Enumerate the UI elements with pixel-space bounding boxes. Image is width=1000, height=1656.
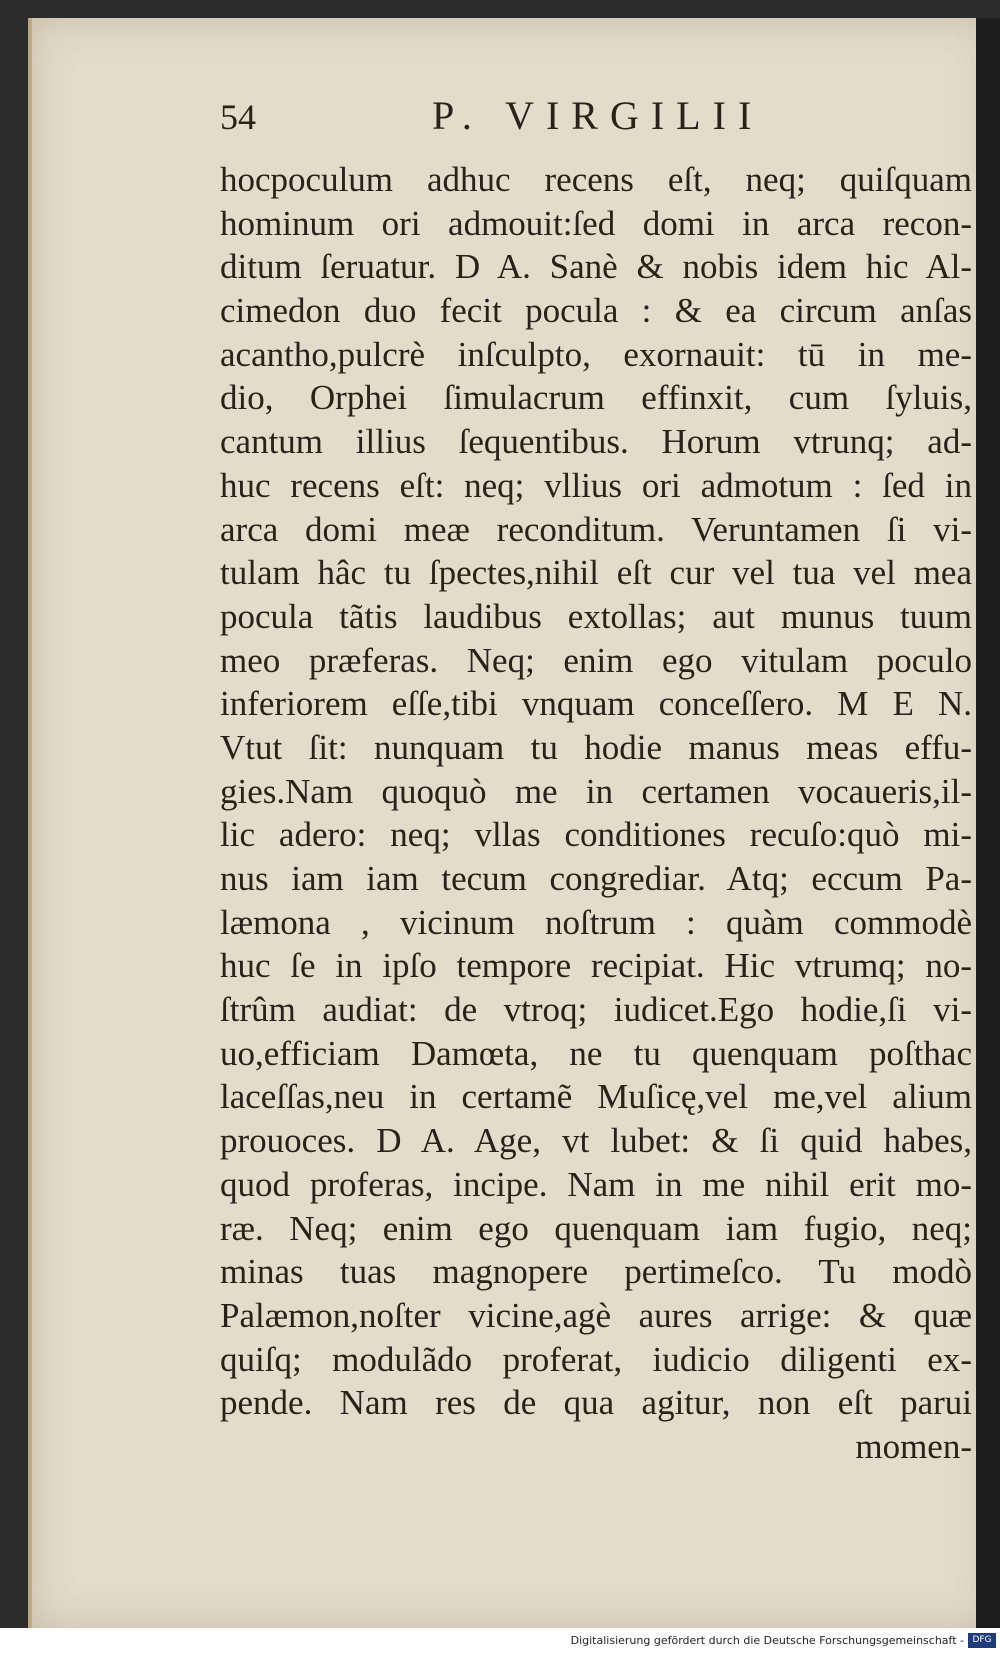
text-line: huc recens eſt: neq; vllius ori admotum : ſed in bbox=[220, 465, 972, 505]
text-line: inferiorem eſſe,tibi vnquam conceſſero. M E N. bbox=[220, 684, 972, 724]
text-line: gies.Nam quoquò me in certamen vocaueris,il- bbox=[220, 771, 972, 811]
text-line: Vtut ſit: nunquam tu hodie manus meas effu- bbox=[220, 727, 972, 767]
text-line: meo præferas. Neq; enim ego vitulam poculo bbox=[220, 640, 972, 680]
text-line: minas tuas magnopere pertimeſco. Tu modò bbox=[220, 1252, 972, 1292]
text-line: huc ſe in ipſo tempore recipiat. Hic vtrumq; no- bbox=[220, 946, 972, 986]
dfg-logo-icon: DFG bbox=[968, 1633, 996, 1648]
scan-background bbox=[976, 18, 1000, 1628]
catchword: momen- bbox=[855, 1426, 972, 1466]
text-line: pocula tãtis laudibus extollas; aut munus tuum bbox=[220, 596, 972, 636]
running-title: P. VIRGILII bbox=[432, 93, 764, 138]
text-line: uo,efficiam Damœta, ne tu quenquam poſthac bbox=[220, 1033, 972, 1073]
text-line: dio, Orphei ſimulacrum effinxit, cum ſyluis, bbox=[220, 378, 972, 418]
book-page bbox=[32, 18, 990, 1628]
page-header bbox=[32, 93, 990, 146]
text-line: ſtrûm audiat: de vtroq; iudicet.Ego hodie,ſi vi- bbox=[220, 990, 972, 1030]
text-line: ditum ſeruatur. D A. Sanè & nobis idem hic Al- bbox=[220, 247, 972, 287]
text-line: lic adero: neq; vllas conditiones recuſo:quò mi- bbox=[220, 815, 972, 855]
text-line: quiſq; modulãdo proferat, iudicio diligenti ex- bbox=[220, 1339, 972, 1379]
text-line: arca domi meæ reconditum. Veruntamen ſi vi- bbox=[220, 509, 972, 549]
text-line: pende. Nam res de qua agitur, non eſt parui bbox=[220, 1383, 972, 1423]
text-line: laceſſas,neu in certamẽ Muſicę,vel me,vel alium bbox=[220, 1077, 972, 1117]
text-line: cantum illius ſequentibus. Horum vtrunq; ad- bbox=[220, 422, 972, 462]
page-number: 54 bbox=[220, 97, 256, 137]
text-line: quod proferas, incipe. Nam in me nihil erit mo- bbox=[220, 1164, 972, 1204]
text-line: Palæmon,noſter vicine,agè aures arrige: & quæ bbox=[220, 1295, 972, 1335]
text-line: hominum ori admouit:ſed domi in arca recon- bbox=[220, 203, 972, 243]
text-line: prouoces. D A. Age, vt lubet: & ſi quid habes, bbox=[220, 1121, 972, 1161]
text-line: ræ. Neq; enim ego quenquam iam fugio, neq; bbox=[220, 1208, 972, 1248]
text-line: hocpoculum adhuc recens eſt, neq; quiſquam bbox=[220, 160, 972, 199]
footer-bar bbox=[0, 1628, 1000, 1656]
page-text-block bbox=[220, 158, 972, 1469]
text-line: acantho,pulcrè inſculpto, exornauit: tū in me- bbox=[220, 334, 972, 374]
text-line: cimedon duo fecit pocula : & ea circum anſas bbox=[220, 291, 972, 331]
text-line: tulam hâc tu ſpectes,nihil eſt cur vel tua vel mea bbox=[220, 553, 972, 593]
text-line: læmona , vicinum noſtrum : quàm commodè bbox=[220, 902, 972, 942]
funding-credit: Digitalisierung gefördert durch die Deutsche Forschungsgemeinschaft - bbox=[570, 1634, 964, 1647]
text-line: nus iam iam tecum congrediar. Atq; eccum Pa- bbox=[220, 859, 972, 898]
